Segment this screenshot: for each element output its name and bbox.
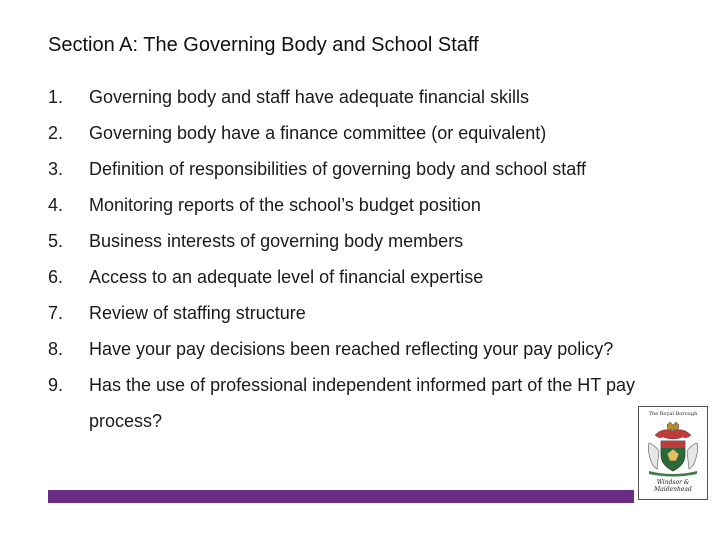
item-number: 2. — [48, 123, 64, 143]
numbered-list — [48, 86, 688, 439]
item-number: 1. — [48, 87, 64, 107]
list-item — [48, 374, 688, 439]
item-text: Has the use of professional independent informed part of the HT pay process? — [89, 375, 636, 431]
logo-bottom-line1: Windsor & — [656, 479, 690, 486]
item-number: 4. — [48, 195, 64, 215]
item-number: 9. — [48, 375, 64, 395]
list-item — [48, 86, 688, 122]
item-text: Business interests of governing body members — [89, 231, 464, 251]
slide-title: Section A: The Governing Body and School Staff — [48, 34, 479, 56]
logo-bottom-text — [639, 479, 707, 493]
item-number: 5. — [48, 231, 64, 251]
list-item — [48, 266, 688, 302]
list-item — [48, 302, 688, 338]
item-text: Review of staffing structure — [89, 303, 306, 323]
list-item — [48, 230, 688, 266]
list-item — [48, 194, 688, 230]
list-item — [48, 122, 688, 158]
council-logo — [638, 406, 708, 500]
list-item — [48, 158, 688, 194]
item-number: 3. — [48, 159, 64, 179]
logo-top-text: The Royal Borough — [648, 411, 698, 417]
item-text: Access to an adequate level of financial expertise — [89, 267, 484, 287]
accent-bar — [48, 490, 634, 503]
coat-of-arms-icon — [643, 421, 703, 477]
item-number: 6. — [48, 267, 64, 287]
item-text: Governing body and staff have adequate financial skills — [89, 87, 529, 107]
item-text: Definition of responsibilities of governing body and school staff — [89, 159, 586, 179]
item-number: 8. — [48, 339, 64, 359]
item-text: Have your pay decisions been reached reflecting your pay policy? — [89, 339, 614, 359]
item-text: Governing body have a finance committee (or equivalent) — [89, 123, 547, 143]
logo-bottom-line2: Maidenhead — [654, 486, 692, 493]
item-number: 7. — [48, 303, 64, 323]
item-text: Monitoring reports of the school’s budget position — [89, 195, 481, 215]
